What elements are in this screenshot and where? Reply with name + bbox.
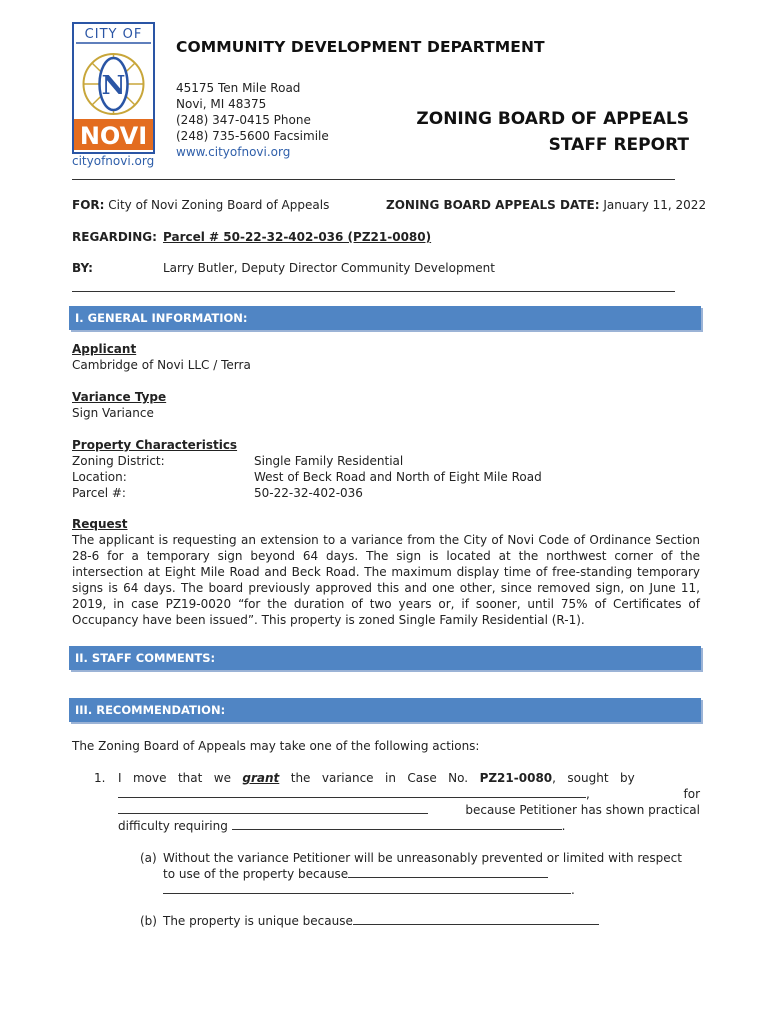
applicant-heading: Applicant [72,342,137,356]
item1-difficulty: difficulty requiring [118,819,228,833]
regarding-value: Parcel # 50-22-32-402-036 (PZ21-0080) [163,230,432,244]
location-label: Location: [72,470,127,484]
variance-block [72,389,166,421]
applicant-block [72,341,251,373]
item1-blank-2[interactable] [118,802,428,814]
section-staff-header: II. STAFF COMMENTS: [69,646,701,670]
item1-line3 [118,802,700,818]
for-row [72,198,329,212]
sub-a-label: (a) [140,851,157,865]
address-line-1: 45175 Ten Mile Road [176,81,301,95]
svg-text:N: N [101,71,126,101]
sub-a-blank-1[interactable] [348,866,548,878]
item1-because: because Petitioner has shown practical [465,803,700,817]
zoning-value: Single Family Residential [254,454,404,468]
item1-text-b: the variance in Case No. [290,771,469,785]
item1-line1 [118,770,700,786]
regarding-label: REGARDING: [72,230,157,244]
sub-a-blank-2[interactable] [163,882,571,894]
item1-blank-1[interactable] [118,786,586,798]
sub-b-label: (b) [140,914,157,928]
sub-b-text: The property is unique because [163,914,353,928]
by-value: Larry Butler, Deputy Director Community Development [163,261,495,275]
item1-number: 1. [94,771,106,785]
request-heading-wrap [72,516,128,532]
item1-line2: , for [118,786,700,802]
sub-b-blank[interactable] [353,913,599,925]
property-values [254,453,542,501]
variance-value: Sign Variance [72,406,154,420]
city-logo [72,22,155,154]
request-text: The applicant is requesting an extension to a variance from the City of Novi Code of Ordinance Section 28-6 for a temporary sign beyond 64 days. The sign is located at the northwest corner of the intersection at Eight Mile Road and Beck Road. The maximum display time of free-standing temporary signs is 64 days. The board previously approved this and one other, since removed sign, on June 11, 2019, in case PZ19-0020 “for the duration of two years or, if sooner, until 75% of Certificates of Occupancy have been issued”. This property is zoned Single Family Residential (R-1). [72,533,700,627]
item1-text-c: , sought by [552,771,635,785]
department-address [176,80,329,160]
item1-case: PZ21-0080 [479,771,553,785]
location-value: West of Beck Road and North of Eight Mile Road [254,470,542,484]
variance-heading: Variance Type [72,390,167,404]
meta-divider [72,291,675,292]
date-label: ZONING BOARD APPEALS DATE: [386,198,600,212]
by-label: BY: [72,261,93,275]
property-heading: Property Characteristics [72,438,238,452]
novi-seal-icon [74,24,153,152]
department-title: COMMUNITY DEVELOPMENT DEPARTMENT [176,38,545,56]
item1-grant: grant [242,771,280,785]
logo-name-text: NOVI [79,122,148,150]
report-title-line-2: STAFF REPORT [548,135,689,155]
by-label-wrap [72,261,93,275]
header-divider [72,179,675,180]
sub-a-text2: to use of the property because [163,867,349,881]
recommendation-intro: The Zoning Board of Appeals may take one of the following actions: [72,739,480,753]
item1-line4 [118,818,700,834]
section-general-header: I. GENERAL INFORMATION: [69,306,701,330]
sub-b-line1 [163,913,703,929]
sub-a-end: . [571,883,575,897]
report-title-line-1: ZONING BOARD OF APPEALS [416,109,689,129]
property-block [72,437,237,501]
address-line-2: Novi, MI 48375 [176,97,267,111]
logo-url[interactable]: cityofnovi.org [72,154,155,168]
for-label: FOR: [72,198,105,212]
applicant-value: Cambridge of Novi LLC / Terra [72,358,251,372]
item1-for: for [683,787,700,801]
regarding-label-wrap [72,230,157,244]
request-heading: Request [72,517,128,531]
date-value: January 11, 2022 [603,198,707,212]
fax-number: (248) 735-5600 Facsimile [176,129,329,143]
section-recommendation-header: III. RECOMMENDATION: [69,698,701,722]
report-title [416,106,689,158]
zoning-label: Zoning District: [72,454,165,468]
logo-top-text: CITY OF [84,27,143,42]
website-link[interactable]: www.cityofnovi.org [176,145,291,159]
sub-a-line2 [163,866,703,882]
sub-a-line1: Without the variance Petitioner will be unreasonably prevented or limited with respect [163,851,682,865]
parcel-value: 50-22-32-402-036 [254,486,363,500]
sub-a-line3 [163,882,703,898]
item1-end: . [561,819,566,833]
item1-text-a: I move that we [118,771,231,785]
parcel-label: Parcel #: [72,486,126,500]
phone-number: (248) 347-0415 Phone [176,113,311,127]
date-row [386,198,706,212]
item1-blank-3[interactable] [232,818,562,830]
for-value: City of Novi Zoning Board of Appeals [108,198,330,212]
